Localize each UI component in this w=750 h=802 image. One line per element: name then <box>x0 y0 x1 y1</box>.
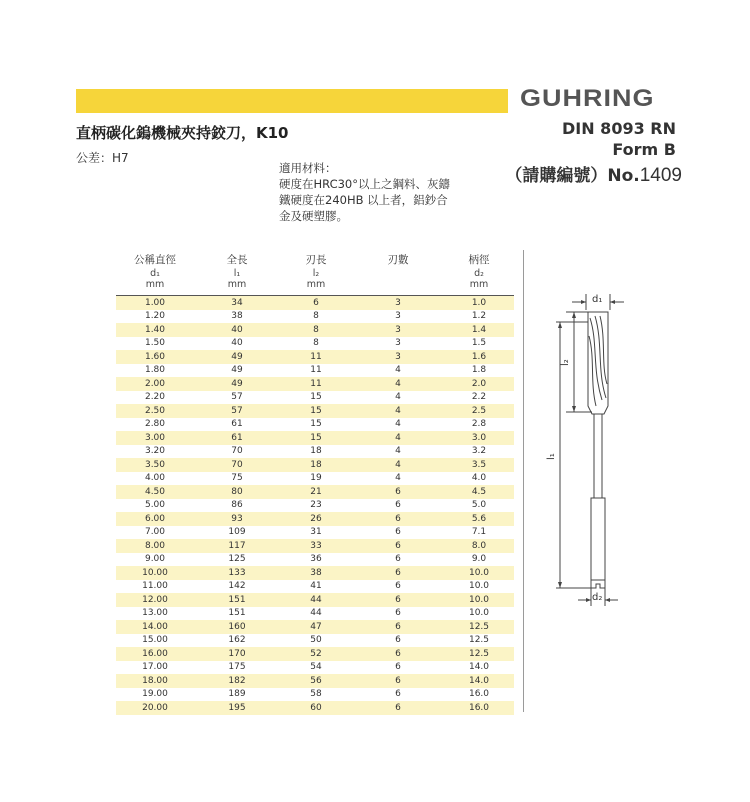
cell-flute-count: 3 <box>395 324 401 335</box>
cell-overall-length: 75 <box>231 473 243 484</box>
cell-flute-length: 50 <box>310 635 322 646</box>
cell-flute-count: 6 <box>395 662 401 673</box>
table-row <box>116 607 514 621</box>
cell-nominal-diameter: 15.00 <box>142 635 168 646</box>
column-divider <box>523 250 524 712</box>
page-title: 直柄碳化鎢機械夾持鉸刀，K10 <box>76 124 289 142</box>
cell-overall-length: 162 <box>228 635 246 646</box>
cell-shank-diameter: 10.0 <box>468 581 490 592</box>
cell-overall-length: 70 <box>231 446 243 457</box>
table-row <box>116 485 514 499</box>
table-row <box>116 337 514 351</box>
table-row <box>116 418 514 432</box>
table-row <box>116 323 514 337</box>
material-line: 適用材料： <box>279 161 337 175</box>
label-d2: d₂ <box>592 592 603 603</box>
table-row <box>116 580 514 594</box>
cell-flute-length: 11 <box>310 351 322 362</box>
cell-flute-count: 6 <box>395 527 401 538</box>
symbol-d2: d₂ <box>474 267 484 279</box>
cell-shank-diameter: 2.8 <box>471 419 487 430</box>
cell-nominal-diameter: 10.00 <box>142 567 168 578</box>
cell-shank-diameter: 12.5 <box>468 648 490 659</box>
cell-overall-length: 57 <box>231 405 243 416</box>
d2-arrowhead-right <box>605 598 610 602</box>
cell-shank-diameter: 16.0 <box>468 702 490 713</box>
cell-overall-length: 80 <box>231 486 243 497</box>
cell-flute-count: 3 <box>395 351 401 362</box>
cell-nominal-diameter: 1.50 <box>144 338 166 349</box>
l1-arrowhead-top <box>558 322 562 328</box>
cell-flute-length: 56 <box>310 675 322 686</box>
cell-flute-count: 4 <box>395 432 401 443</box>
cell-flute-length: 23 <box>310 500 322 511</box>
cell-flute-count: 6 <box>395 675 401 686</box>
cell-overall-length: 49 <box>231 365 243 376</box>
cell-flute-count: 6 <box>395 540 401 551</box>
cell-flute-count: 6 <box>395 689 401 700</box>
table-row <box>116 688 514 702</box>
table-row <box>116 701 514 715</box>
cell-flute-count: 4 <box>395 378 401 389</box>
tolerance-label: 公差：H7 <box>76 151 129 165</box>
label-l1: l₁ <box>546 453 557 460</box>
material-note <box>279 160 450 224</box>
cell-shank-diameter: 3.5 <box>471 459 487 470</box>
cell-overall-length: 61 <box>231 432 243 443</box>
material-line: 金及硬塑膠。 <box>279 209 348 223</box>
table-row <box>116 431 514 445</box>
table-row <box>116 593 514 607</box>
d2-arrowhead-left <box>586 598 591 602</box>
material-line: 鐵硬度在240HB 以上者，鋁鈔合 <box>279 193 448 207</box>
cell-shank-diameter: 7.1 <box>471 527 487 538</box>
cell-nominal-diameter: 19.00 <box>142 689 168 700</box>
cell-flute-length: 15 <box>310 405 322 416</box>
cell-flute-count: 6 <box>395 581 401 592</box>
table-row <box>116 296 514 310</box>
cell-nominal-diameter: 4.00 <box>144 473 166 484</box>
cell-flute-length: 8 <box>313 338 319 349</box>
table-row <box>116 553 514 567</box>
cell-flute-length: 47 <box>310 621 322 632</box>
cell-flute-count: 4 <box>395 392 401 403</box>
cell-shank-diameter: 3.2 <box>471 446 487 457</box>
cell-flute-count: 6 <box>395 486 401 497</box>
cell-nominal-diameter: 13.00 <box>142 608 168 619</box>
cell-overall-length: 160 <box>228 621 246 632</box>
table-row <box>116 661 514 675</box>
unit-l1: mm <box>227 279 247 290</box>
cell-flute-length: 38 <box>310 567 322 578</box>
cell-shank-diameter: 1.8 <box>471 365 487 376</box>
cell-flute-count: 4 <box>395 446 401 457</box>
cell-shank-diameter: 14.0 <box>468 662 490 673</box>
cell-flute-count: 6 <box>395 500 401 511</box>
cell-overall-length: 133 <box>228 567 246 578</box>
cell-overall-length: 142 <box>228 581 246 592</box>
table-row <box>116 472 514 486</box>
cell-flute-length: 18 <box>310 446 322 457</box>
cell-flute-count: 4 <box>395 459 401 470</box>
cell-shank-diameter: 5.0 <box>471 500 487 511</box>
cell-overall-length: 70 <box>231 459 243 470</box>
cell-flute-length: 33 <box>310 540 322 551</box>
cell-shank-diameter: 12.5 <box>468 621 490 632</box>
cell-flute-count: 4 <box>395 405 401 416</box>
cell-overall-length: 189 <box>228 689 246 700</box>
cell-flute-length: 60 <box>310 702 322 713</box>
cell-flute-length: 54 <box>310 662 322 673</box>
cell-flute-count: 3 <box>395 297 401 308</box>
cell-overall-length: 49 <box>231 378 243 389</box>
cell-flute-length: 15 <box>310 419 322 430</box>
cell-shank-diameter: 1.4 <box>471 324 487 335</box>
cell-shank-diameter: 4.5 <box>471 486 487 497</box>
cell-shank-diameter: 10.0 <box>468 594 490 605</box>
cell-flute-length: 8 <box>313 311 319 322</box>
cell-nominal-diameter: 1.40 <box>144 324 166 335</box>
cutting-part <box>588 312 608 414</box>
table-row <box>116 634 514 648</box>
cell-overall-length: 151 <box>228 608 246 619</box>
cell-shank-diameter: 12.5 <box>468 635 490 646</box>
cell-flute-count: 4 <box>395 473 401 484</box>
table-unit-row <box>116 279 514 295</box>
cell-flute-length: 11 <box>310 365 322 376</box>
l1-arrowhead-bottom <box>558 582 562 588</box>
table-row <box>116 350 514 364</box>
cell-shank-diameter: 2.5 <box>471 405 487 416</box>
shank-tang <box>591 580 605 588</box>
cell-shank-diameter: 16.0 <box>468 689 490 700</box>
cell-nominal-diameter: 6.00 <box>144 513 166 524</box>
cell-nominal-diameter: 2.20 <box>144 392 166 403</box>
din-standard: DIN 8093 RN <box>561 119 676 138</box>
cell-nominal-diameter: 2.50 <box>144 405 166 416</box>
table-row <box>116 377 514 391</box>
cell-overall-length: 117 <box>228 540 246 551</box>
cell-nominal-diameter: 14.00 <box>142 621 168 632</box>
cell-flute-length: 15 <box>310 392 322 403</box>
table-row <box>116 458 514 472</box>
header-flute-count: 刃數 <box>387 253 409 266</box>
cell-nominal-diameter: 11.00 <box>142 581 168 592</box>
cell-shank-diameter: 8.0 <box>471 540 487 551</box>
label-d1: d₁ <box>592 294 603 305</box>
d1-arrowhead-right <box>610 300 615 304</box>
table-body <box>116 295 514 715</box>
order-number: 1409 <box>639 165 682 186</box>
symbol-d1: d₁ <box>150 267 160 279</box>
cell-flute-length: 26 <box>310 513 322 524</box>
cell-shank-diameter: 9.0 <box>471 554 487 565</box>
cell-nominal-diameter: 8.00 <box>144 540 166 551</box>
table-row <box>116 404 514 418</box>
cell-flute-length: 58 <box>310 689 322 700</box>
cell-flute-count: 6 <box>395 608 401 619</box>
cell-flute-count: 6 <box>395 513 401 524</box>
cell-overall-length: 38 <box>231 311 243 322</box>
brand-logo: GUHRING <box>520 84 655 112</box>
label-l2: l₂ <box>560 359 571 366</box>
form-label: Form B <box>612 140 676 159</box>
table-row <box>116 310 514 324</box>
cell-nominal-diameter: 3.00 <box>144 432 166 443</box>
table-row <box>116 539 514 553</box>
cell-shank-diameter: 10.0 <box>468 608 490 619</box>
cell-overall-length: 34 <box>231 297 243 308</box>
unit-d2: mm <box>469 279 489 290</box>
cell-flute-length: 21 <box>310 486 322 497</box>
cell-flute-count: 6 <box>395 635 401 646</box>
cell-nominal-diameter: 3.50 <box>144 459 166 470</box>
cell-overall-length: 40 <box>231 338 243 349</box>
cell-shank-diameter: 1.2 <box>471 311 487 322</box>
cell-flute-count: 6 <box>395 702 401 713</box>
cell-overall-length: 109 <box>228 527 246 538</box>
cell-nominal-diameter: 5.00 <box>144 500 166 511</box>
cell-flute-count: 4 <box>395 419 401 430</box>
cell-shank-diameter: 3.0 <box>471 432 487 443</box>
cell-nominal-diameter: 1.00 <box>144 297 166 308</box>
cell-flute-count: 6 <box>395 594 401 605</box>
cell-nominal-diameter: 3.20 <box>144 446 166 457</box>
cell-flute-length: 11 <box>310 378 322 389</box>
table-row <box>116 526 514 540</box>
header-shank-diameter: 柄徑 <box>468 253 490 266</box>
cell-flute-length: 31 <box>310 527 322 538</box>
table-row <box>116 566 514 580</box>
cell-flute-length: 18 <box>310 459 322 470</box>
cell-flute-count: 6 <box>395 567 401 578</box>
cell-overall-length: 57 <box>231 392 243 403</box>
cell-flute-length: 15 <box>310 432 322 443</box>
table-row <box>116 364 514 378</box>
cell-nominal-diameter: 1.20 <box>144 311 166 322</box>
cell-flute-length: 8 <box>313 324 319 335</box>
cell-shank-diameter: 14.0 <box>468 675 490 686</box>
cell-overall-length: 175 <box>228 662 246 673</box>
unit-d1: mm <box>145 279 165 290</box>
cell-shank-diameter: 10.0 <box>468 567 490 578</box>
cell-flute-count: 6 <box>395 648 401 659</box>
l2-arrowhead-bottom <box>572 406 576 412</box>
cell-nominal-diameter: 20.00 <box>142 702 168 713</box>
cell-overall-length: 93 <box>231 513 243 524</box>
cell-shank-diameter: 1.6 <box>471 351 487 362</box>
cell-nominal-diameter: 18.00 <box>142 675 168 686</box>
cell-shank-diameter: 1.5 <box>471 338 487 349</box>
table-row <box>116 512 514 526</box>
cell-shank-diameter: 1.0 <box>471 297 487 308</box>
order-label: （請購編號）No. <box>505 166 640 186</box>
cell-overall-length: 40 <box>231 324 243 335</box>
cell-overall-length: 61 <box>231 419 243 430</box>
table-row <box>116 499 514 513</box>
cell-nominal-diameter: 16.00 <box>142 648 168 659</box>
l2-arrowhead-top <box>572 312 576 318</box>
table-row <box>116 647 514 661</box>
spec-table <box>116 251 514 715</box>
cell-flute-count: 3 <box>395 311 401 322</box>
cell-nominal-diameter: 12.00 <box>142 594 168 605</box>
cell-flute-count: 6 <box>395 621 401 632</box>
cell-nominal-diameter: 2.00 <box>144 378 166 389</box>
cell-shank-diameter: 2.2 <box>471 392 487 403</box>
symbol-l1: l₁ <box>233 267 241 279</box>
cell-nominal-diameter: 7.00 <box>144 527 166 538</box>
shank <box>591 498 605 580</box>
cell-flute-count: 6 <box>395 554 401 565</box>
cell-flute-length: 36 <box>310 554 322 565</box>
header-overall-length: 全長 <box>226 253 248 266</box>
cell-overall-length: 125 <box>228 554 246 565</box>
order-number-row <box>505 161 682 187</box>
cell-overall-length: 195 <box>228 702 246 713</box>
table-row <box>116 674 514 688</box>
reamer-diagram <box>548 288 648 618</box>
cell-nominal-diameter: 9.00 <box>144 554 166 565</box>
symbol-l2: l₂ <box>312 267 320 279</box>
unit-l2: mm <box>306 279 326 290</box>
cell-flute-length: 19 <box>310 473 322 484</box>
cell-flute-length: 44 <box>310 594 322 605</box>
cell-overall-length: 86 <box>231 500 243 511</box>
cell-flute-length: 52 <box>310 648 322 659</box>
cell-flute-length: 41 <box>310 581 322 592</box>
cell-nominal-diameter: 1.60 <box>144 351 166 362</box>
material-line: 硬度在HRC30°以上之鋼料、灰鑄 <box>279 177 450 191</box>
header-nominal-diameter: 公稱直徑 <box>134 253 176 266</box>
cell-shank-diameter: 2.0 <box>471 378 487 389</box>
cell-nominal-diameter: 1.80 <box>144 365 166 376</box>
table-row <box>116 391 514 405</box>
accent-bar <box>76 89 508 113</box>
cell-nominal-diameter: 2.80 <box>144 419 166 430</box>
cell-overall-length: 49 <box>231 351 243 362</box>
cell-overall-length: 182 <box>228 675 246 686</box>
table-header-row <box>116 251 514 267</box>
table-row <box>116 445 514 459</box>
cell-nominal-diameter: 4.50 <box>144 486 166 497</box>
cell-nominal-diameter: 17.00 <box>142 662 168 673</box>
cell-flute-count: 3 <box>395 338 401 349</box>
cell-shank-diameter: 5.6 <box>471 513 487 524</box>
cell-shank-diameter: 4.0 <box>471 473 487 484</box>
cell-overall-length: 151 <box>228 594 246 605</box>
table-row <box>116 620 514 634</box>
cell-overall-length: 170 <box>228 648 246 659</box>
cell-flute-length: 44 <box>310 608 322 619</box>
d1-arrowhead-left <box>581 300 586 304</box>
table-symbol-row <box>116 267 514 279</box>
header-flute-length: 刃長 <box>305 253 327 266</box>
cell-flute-length: 6 <box>313 297 319 308</box>
cell-flute-count: 4 <box>395 365 401 376</box>
